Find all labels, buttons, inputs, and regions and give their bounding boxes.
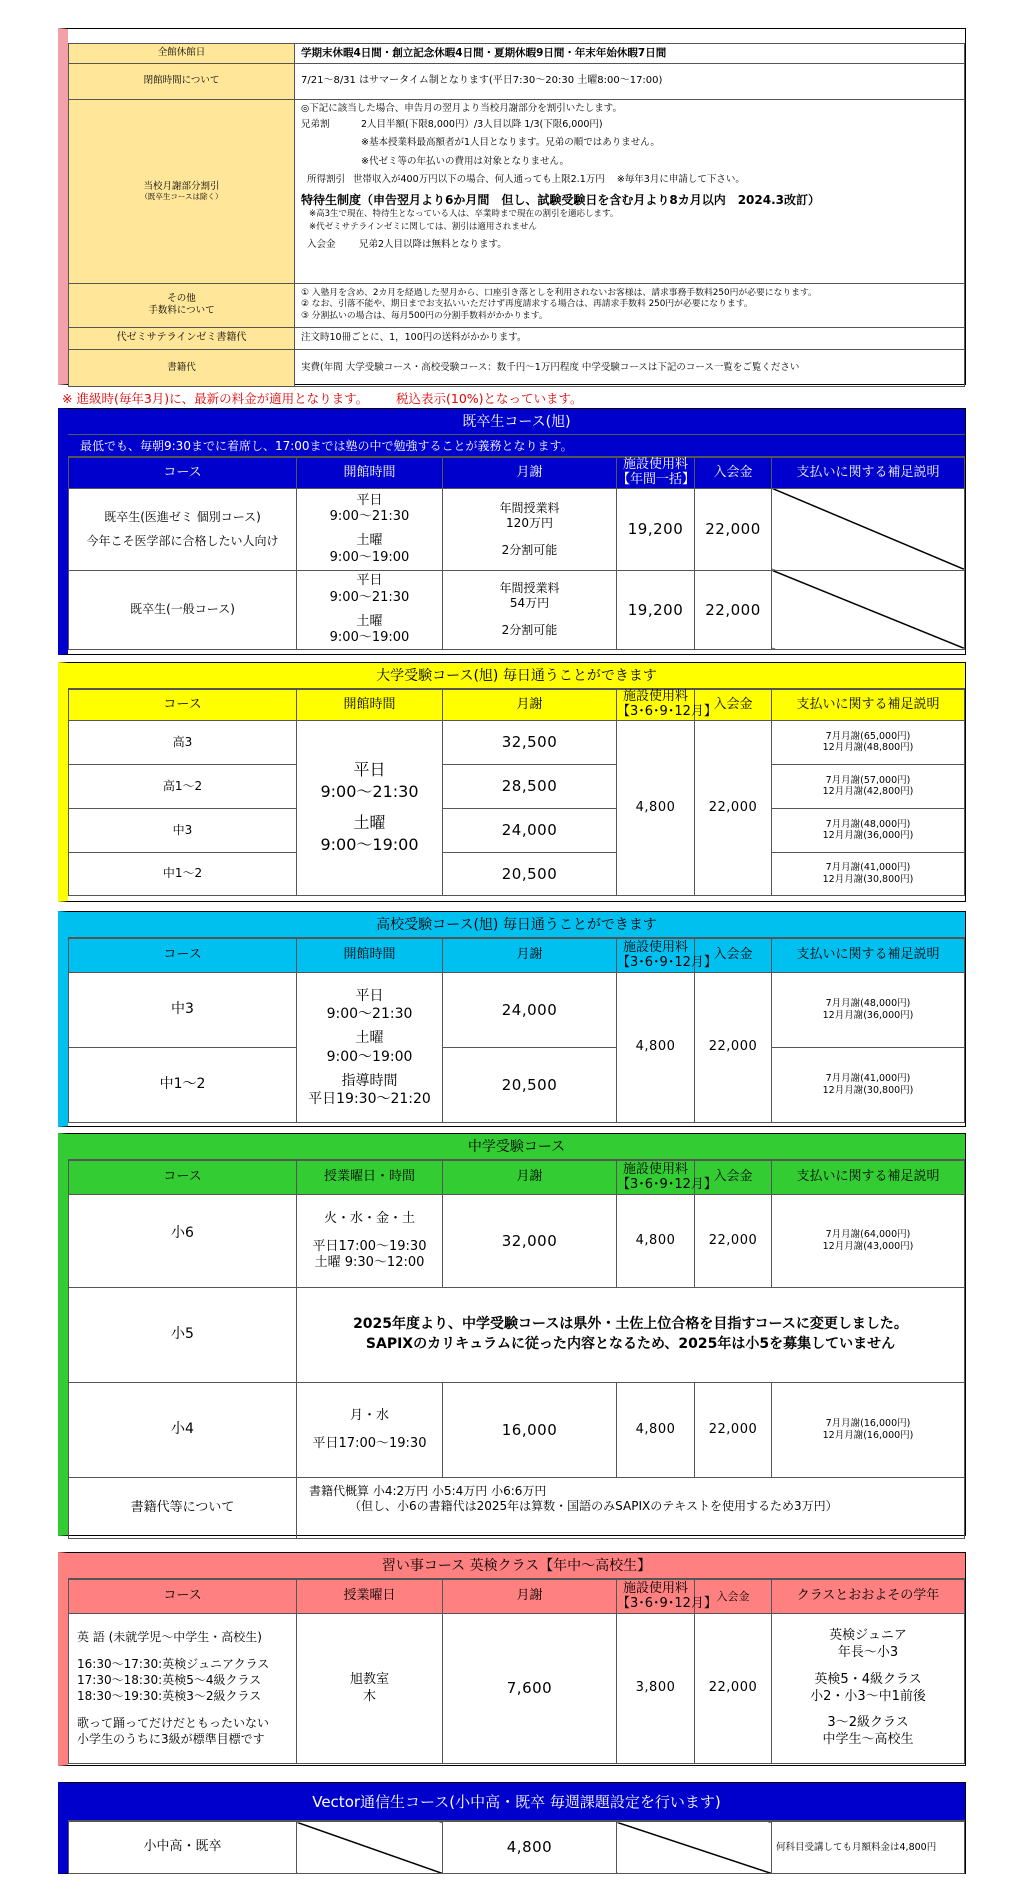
vector-title: Vector通信生コース(小中高・既卒 毎週課題設定を行います) <box>68 1783 965 1821</box>
junior-message-5 <box>297 1288 965 1383</box>
table-row <box>69 720 965 764</box>
kisotsu-time-1-a: 平日 <box>356 492 383 508</box>
junior-h-note: 支払いに関する補足説明 <box>772 1161 965 1195</box>
univ-time-a: 平日 <box>353 760 386 780</box>
kisotsu-header <box>69 458 965 489</box>
high-title: 高校受験コース(旭) 毎日通うことができます <box>68 912 965 938</box>
high-time-f: 平日19:30～21:20 <box>308 1090 431 1107</box>
eiken-day <box>297 1614 443 1764</box>
univ-title: 大学受験コース(旭) 毎日通うことができます <box>68 663 965 689</box>
eiken-facility: 3,800 <box>617 1614 695 1764</box>
junior-time-4-b: 平日17:00～19:30 <box>312 1436 427 1451</box>
univ-time-c: 土曜 <box>353 812 386 832</box>
univ-note-3-b: 12月月謝(36,000円) <box>822 830 914 842</box>
fees-label2: 手数料について <box>148 305 215 317</box>
univ-h-course: コース <box>69 690 297 721</box>
univ-note-1-a: 7月月謝(65,000円) <box>825 730 911 742</box>
univ-note-3 <box>772 808 965 852</box>
kisotsu-table <box>68 457 965 650</box>
univ-time <box>297 720 443 895</box>
univ-h-facility2: 【3･6･9･12月】 <box>617 703 717 719</box>
discount-label: 当校月謝部分割引 <box>143 180 220 192</box>
high-time <box>297 973 443 1123</box>
vector-section <box>58 1782 966 1874</box>
junior-books-line-2: （但し、小6の書籍代は2025年は算数・国語のみSAPIXのテキストを使用するため3万円） <box>349 1499 838 1513</box>
kisotsu-fee-1-a: 年間授業料 <box>499 500 560 515</box>
eiken-class-2-grade: 小2・小3～中1前後 <box>810 1688 926 1704</box>
fees-line-1: ① 入塾月を含め、2カ月を経過した翌月から、口座引き落としを利用されないお客様は、請求事務手数料250円が必要になります。 <box>301 287 817 298</box>
univ-note-2-a: 7月月謝(57,000円) <box>825 774 911 786</box>
table-row <box>69 764 965 808</box>
entry-label: 入会金 <box>307 239 336 251</box>
univ-entry: 22,000 <box>695 720 772 895</box>
kisotsu-h-course: コース <box>69 458 297 489</box>
kisotsu-h-facility1: 施設使用料 <box>622 457 688 472</box>
univ-header <box>69 690 965 721</box>
notice-text-1: ※ 進級時(毎年3月)に、最新の料金が適用となります。 <box>62 391 369 406</box>
univ-note-4 <box>772 852 965 895</box>
special-note2: ※代ゼミサテラインゼミに関しては、割引は適用されません <box>309 221 537 232</box>
kisotsu-entry-2: 22,000 <box>695 570 772 649</box>
value-discount <box>295 99 965 283</box>
label-satellite: 代ゼミサテラインゼミ書籍代 <box>69 327 295 349</box>
vector-facility-empty <box>617 1822 772 1874</box>
kisotsu-h-time: 開館時間 <box>297 458 443 489</box>
univ-note-1-b: 12月月謝(48,800円) <box>822 742 914 754</box>
sibling-label: 兄弟割 <box>301 118 330 130</box>
high-note-2 <box>772 1048 965 1123</box>
eiken-course-line-2: 16:30～17:30:英検ジュニアクラス <box>77 1657 270 1672</box>
high-h-facility <box>617 939 717 973</box>
high-note-2-b: 12月月謝(30,800円) <box>822 1085 914 1096</box>
value-fees <box>295 283 965 327</box>
junior-course-5: 小5 <box>69 1288 297 1383</box>
junior-h-facility <box>617 1161 717 1195</box>
notice-line <box>62 389 583 407</box>
eiken-h-facility1: 施設使用料 <box>622 1580 688 1596</box>
univ-time-b: 9:00～21:30 <box>320 782 419 802</box>
table-row <box>69 1383 965 1478</box>
junior-facility-4: 4,800 <box>617 1383 695 1478</box>
vector-fee: 4,800 <box>443 1822 617 1874</box>
info-row-satellite <box>69 327 965 349</box>
eiken-class-1: 英検ジュニア <box>829 1627 907 1643</box>
kisotsu-note-1 <box>772 488 965 570</box>
eiken-h-fee: 月謝 <box>443 1580 617 1614</box>
univ-course-4: 中1～2 <box>69 852 297 895</box>
label-discount <box>69 99 295 283</box>
income-text: 世帯収入が400万円以下の場合、何人通っても上限2.1万円 <box>353 174 605 185</box>
eiken-class-3: 3～2級クラス <box>827 1715 909 1731</box>
table-row <box>69 1822 965 1874</box>
table-row <box>69 1048 965 1123</box>
univ-table <box>68 689 965 896</box>
junior-time-4 <box>297 1383 443 1478</box>
junior-course-4: 小4 <box>69 1383 297 1478</box>
high-h-time: 開館時間 <box>297 939 443 973</box>
vector-time-empty <box>297 1822 443 1874</box>
junior-books-value <box>297 1478 965 1539</box>
high-fee-2: 20,500 <box>443 1048 617 1123</box>
junior-h-facility2: 【3･6･9･12月】 <box>617 1176 717 1192</box>
table-row <box>69 488 965 570</box>
high-header <box>69 939 965 973</box>
univ-fee-2: 28,500 <box>443 764 617 808</box>
label-closed-days: 全館休館日 <box>69 43 295 63</box>
eiken-classes <box>772 1614 965 1764</box>
univ-note-4-b: 12月月謝(30,800円) <box>822 873 914 885</box>
high-h-entry: 入会金 <box>695 939 772 973</box>
info-row-closing-time <box>69 63 965 99</box>
high-table <box>68 938 965 1123</box>
univ-fee-1: 32,500 <box>443 720 617 764</box>
high-h-facility1: 施設使用料 <box>622 939 688 955</box>
univ-note-2 <box>772 764 965 808</box>
income-label: 所得割引 <box>307 174 346 185</box>
junior-time-6-c: 土曜 9:30～12:00 <box>314 1255 425 1271</box>
kisotsu-facility-1: 19,200 <box>617 488 695 570</box>
special-title: 特待生制度（申告翌月より6か月間 但し、試験受験日を含む月より8カ月以内 2024.3改訂） <box>301 193 821 208</box>
univ-note-1 <box>772 720 965 764</box>
table-row <box>69 1288 965 1383</box>
eiken-class-3-grade: 中学生～高校生 <box>822 1732 914 1748</box>
junior-time-4-a: 月・水 <box>349 1407 389 1423</box>
discount-label-sub: （既卒生コースは除く） <box>140 192 223 202</box>
junior-message-5-b: SAPIXのカリキュラムに従った内容となるため、2025年は小5を募集していません <box>365 1336 896 1352</box>
high-time-b: 9:00～21:30 <box>326 1006 413 1023</box>
info-section <box>58 28 966 385</box>
eiken-day-a: 旭教室 <box>349 1672 389 1688</box>
junior-header <box>69 1161 965 1195</box>
discount-note1: ※基本授業料最高額者が1人目となります。兄弟の順ではありません。 <box>361 137 660 149</box>
eiken-class-1-grade: 年長～小3 <box>837 1644 899 1660</box>
junior-fee-4: 16,000 <box>443 1383 617 1478</box>
kisotsu-fee-2 <box>443 570 617 649</box>
kisotsu-time-2-c: 土曜 <box>356 613 383 629</box>
notice-text-2: 税込表示(10%)となっています。 <box>395 391 583 406</box>
eiken-h-facility2: 【3･6･9･12月】 <box>617 1595 717 1611</box>
table-row <box>69 1478 965 1539</box>
junior-h-fee: 月謝 <box>443 1161 617 1195</box>
junior-time-6-b: 平日17:00～19:30 <box>312 1238 427 1254</box>
kisotsu-h-note: 支払いに関する補足説明 <box>772 458 965 489</box>
high-h-fee: 月謝 <box>443 939 617 973</box>
univ-h-entry: 入会金 <box>695 690 772 721</box>
kisotsu-h-fee: 月謝 <box>443 458 617 489</box>
junior-table <box>68 1160 965 1539</box>
kisotsu-h-facility2: 【年間一括】 <box>617 471 696 487</box>
kisotsu-time-1-d: 9:00～19:00 <box>329 549 410 565</box>
junior-note-6 <box>772 1195 965 1288</box>
table-row <box>69 852 965 895</box>
info-row-fees <box>69 283 965 327</box>
kisotsu-fee-1-b: 120万円 <box>506 515 553 530</box>
eiken-day-b: 木 <box>362 1688 376 1704</box>
univ-fee-4: 20,500 <box>443 852 617 895</box>
value-closing-time: 7/21～8/31 はサマータイム制となります(平日7:30～20:30 土曜8:00～17:00) <box>295 63 965 99</box>
univ-h-facility <box>617 689 717 721</box>
discount-intro: ◎下記に該当した場合、申告月の翌月より当校月謝部分を割引いたします。 <box>301 102 623 114</box>
junior-h-entry: 入会金 <box>695 1161 772 1195</box>
discount-note2: ※代ゼミ等の年払いの費用は対象となりません。 <box>361 155 570 167</box>
info-row-books <box>69 349 965 386</box>
value-satellite: 注文時10冊ごとに、1，100円の送料がかかります。 <box>295 327 965 349</box>
value-closed-days: 学期末休暇4日間・創立記念休暇4日間・夏期休暇9日間・年末年始休暇7日間 <box>295 43 965 63</box>
high-time-a: 平日 <box>355 987 384 1004</box>
univ-h-time: 開館時間 <box>297 690 443 721</box>
kisotsu-time-1-c: 土曜 <box>356 533 383 549</box>
eiken-title: 習い事コース 英検クラス【年中～高校生】 <box>68 1553 965 1579</box>
univ-course-1: 高3 <box>69 720 297 764</box>
univ-facility: 4,800 <box>617 720 695 895</box>
kisotsu-time-2-a: 平日 <box>356 573 383 589</box>
eiken-header <box>69 1580 965 1614</box>
eiken-course-line-3: 17:30～18:30:英検5～4級クラス <box>77 1672 262 1687</box>
kisotsu-note-2 <box>772 570 965 649</box>
junior-course-6: 小6 <box>69 1195 297 1288</box>
vector-table <box>68 1821 965 1874</box>
junior-note-4-a: 7月月謝(16,000円) <box>825 1418 911 1430</box>
junior-time-6-a: 火・水・金・土 <box>323 1210 415 1226</box>
junior-books-line-1: 書籍代概算 小4:2万円 小5:4万円 小6:6万円 <box>309 1484 547 1498</box>
kisotsu-time-1 <box>297 488 443 570</box>
table-row <box>69 570 965 649</box>
univ-fee-3: 24,000 <box>443 808 617 852</box>
sibling-text: 2人目半額(下限8,000円）/3人目以降 1/3(下限6,000円) <box>361 118 603 130</box>
kisotsu-h-facility <box>617 458 695 489</box>
junior-section <box>58 1133 966 1536</box>
high-note-1-b: 12月月謝(36,000円) <box>822 1010 914 1021</box>
eiken-h-facility <box>617 1580 717 1614</box>
high-h-facility2: 【3･6･9･12月】 <box>617 954 717 970</box>
eiken-course-line-6: 小学生のうちに3級が標準目標です <box>77 1731 265 1746</box>
eiken-section <box>58 1552 966 1766</box>
high-note-2-a: 7月月謝(41,000円) <box>825 1073 911 1085</box>
table-row <box>69 973 965 1048</box>
table-row <box>69 808 965 852</box>
kisotsu-fee-2-c: 2分割可能 <box>501 623 558 638</box>
junior-time-6 <box>297 1195 443 1288</box>
eiken-h-course: コース <box>69 1580 297 1614</box>
kisotsu-entry-1: 22,000 <box>695 488 772 570</box>
junior-books-label: 書籍代等について <box>69 1478 297 1539</box>
univ-note-4-a: 7月月謝(41,000円) <box>825 862 911 873</box>
kisotsu-course-1 <box>69 488 297 570</box>
high-section <box>58 911 966 1127</box>
junior-h-facility1: 施設使用料 <box>622 1161 688 1177</box>
univ-note-3-a: 7月月謝(48,000円) <box>825 818 911 830</box>
junior-entry-4: 22,000 <box>695 1383 772 1478</box>
univ-h-note: 支払いに関する補足説明 <box>772 690 965 721</box>
high-note-1-a: 7月月謝(48,000円) <box>825 998 911 1010</box>
kisotsu-course-1-name: 既卒生(医進ゼミ 個別コース) <box>104 510 261 525</box>
high-time-c: 土曜 <box>355 1030 384 1047</box>
high-entry: 22,000 <box>695 973 772 1123</box>
income-note: ※毎年3月に申請して下さい。 <box>616 174 745 185</box>
value-books: 実費(年間 大学受験コース・高校受験コース：数千円～1万円程度 中学受験コースは下記のコース一覧をご覧ください <box>295 349 965 386</box>
kisotsu-course-2: 既卒生(一般コース) <box>69 570 297 649</box>
eiken-fee: 7,600 <box>443 1614 617 1764</box>
kisotsu-time-2-b: 9:00～21:30 <box>329 589 410 605</box>
eiken-entry: 22,000 <box>695 1614 772 1764</box>
high-facility: 4,800 <box>617 973 695 1123</box>
junior-h-time: 授業曜日・時間 <box>297 1161 443 1195</box>
eiken-table <box>68 1579 965 1764</box>
univ-section <box>58 662 966 902</box>
fees-line-3: ③ 分割払いの場合は、毎月500円の分割手数料がかかります。 <box>301 310 548 321</box>
vector-course: 小中高・既卒 <box>69 1822 297 1874</box>
fees-line-2: ② なお、引落不能や、期日までお支払いいただけず再度請求する場合は、再請求手数料 250円が必要になります。 <box>301 299 753 310</box>
eiken-class-2: 英検5・4級クラス <box>814 1671 922 1687</box>
info-row-closed-days <box>69 43 965 63</box>
junior-title: 中学受験コース <box>68 1134 965 1160</box>
kisotsu-title: 既卒生コース(旭) <box>68 409 965 435</box>
univ-h-facility1: 施設使用料 <box>622 689 688 704</box>
kisotsu-subtitle: 最低でも、毎朝9:30までに着席し、17:00までは塾の中で勉強することが義務となります。 <box>68 435 965 457</box>
eiken-h-entry: 入会金 <box>695 1580 772 1614</box>
label-closing-time: 閉館時間について <box>69 63 295 99</box>
junior-note-6-b: 12月月謝(43,000円) <box>822 1241 914 1252</box>
label-books: 書籍代 <box>69 349 295 386</box>
univ-course-3: 中3 <box>69 808 297 852</box>
junior-h-course: コース <box>69 1161 297 1195</box>
high-fee-1: 24,000 <box>443 973 617 1048</box>
kisotsu-fee-1-c: 2分割可能 <box>501 542 558 557</box>
junior-note-6-a: 7月月謝(64,000円) <box>825 1229 911 1241</box>
kisotsu-section <box>58 408 966 655</box>
junior-message-5-a: 2025年度より、中学受験コースは県外・土佐上位合格を目指すコースに変更しました。 <box>353 1316 908 1333</box>
univ-h-fee: 月謝 <box>443 690 617 721</box>
univ-course-2: 高1～2 <box>69 764 297 808</box>
entry-text: 兄弟2人目以降は無料となります。 <box>359 239 507 251</box>
eiken-h-time: 授業曜日 <box>297 1580 443 1614</box>
univ-time-d: 9:00～19:00 <box>320 835 419 855</box>
junior-facility-6: 4,800 <box>617 1195 695 1288</box>
eiken-course <box>69 1614 297 1764</box>
special-note1: ※高3生で現在、特待生となっている人は、卒業時まで現在の割引を適応します。 <box>309 208 619 219</box>
kisotsu-course-1-desc: 今年こそ医学部に合格したい人向け <box>86 534 279 549</box>
high-note-1 <box>772 973 965 1048</box>
high-h-course: コース <box>69 939 297 973</box>
high-time-d: 9:00～19:00 <box>326 1048 413 1065</box>
table-row <box>69 1614 965 1764</box>
label-fees <box>69 283 295 327</box>
junior-note-4-b: 12月月謝(16,000円) <box>822 1430 914 1441</box>
kisotsu-time-1-b: 9:00～21:30 <box>329 509 410 525</box>
kisotsu-facility-2: 19,200 <box>617 570 695 649</box>
eiken-course-line-4: 18:30～19:30:英検3～2級クラス <box>77 1688 262 1703</box>
high-time-e: 指導時間 <box>341 1072 398 1089</box>
kisotsu-h-entry: 入会金 <box>695 458 772 489</box>
eiken-course-line-5: 歌って踊ってだけだともったいない <box>77 1716 270 1731</box>
table-row <box>69 1195 965 1288</box>
vector-note: 何科目受講しても月額料金は4,800円 <box>772 1822 965 1874</box>
eiken-h-note: クラスとおおよその学年 <box>772 1580 965 1614</box>
kisotsu-time-2 <box>297 570 443 649</box>
kisotsu-fee-2-a: 年間授業料 <box>499 581 560 596</box>
junior-note-4 <box>772 1383 965 1478</box>
eiken-course-line-1: 英 語 (未就学児～中学生・高校生) <box>77 1629 262 1644</box>
high-h-note: 支払いに関する補足説明 <box>772 939 965 973</box>
kisotsu-fee-1 <box>443 488 617 570</box>
fees-label: その他 <box>167 293 196 305</box>
high-course-1: 中3 <box>69 973 297 1048</box>
high-course-2: 中1～2 <box>69 1048 297 1123</box>
info-row-discount <box>69 99 965 283</box>
kisotsu-fee-2-b: 54万円 <box>509 596 550 611</box>
junior-entry-6: 22,000 <box>695 1195 772 1288</box>
info-table <box>68 29 965 387</box>
junior-fee-6: 32,000 <box>443 1195 617 1288</box>
kisotsu-time-2-d: 9:00～19:00 <box>329 630 410 646</box>
univ-note-2-b: 12月月謝(42,800円) <box>822 786 914 798</box>
